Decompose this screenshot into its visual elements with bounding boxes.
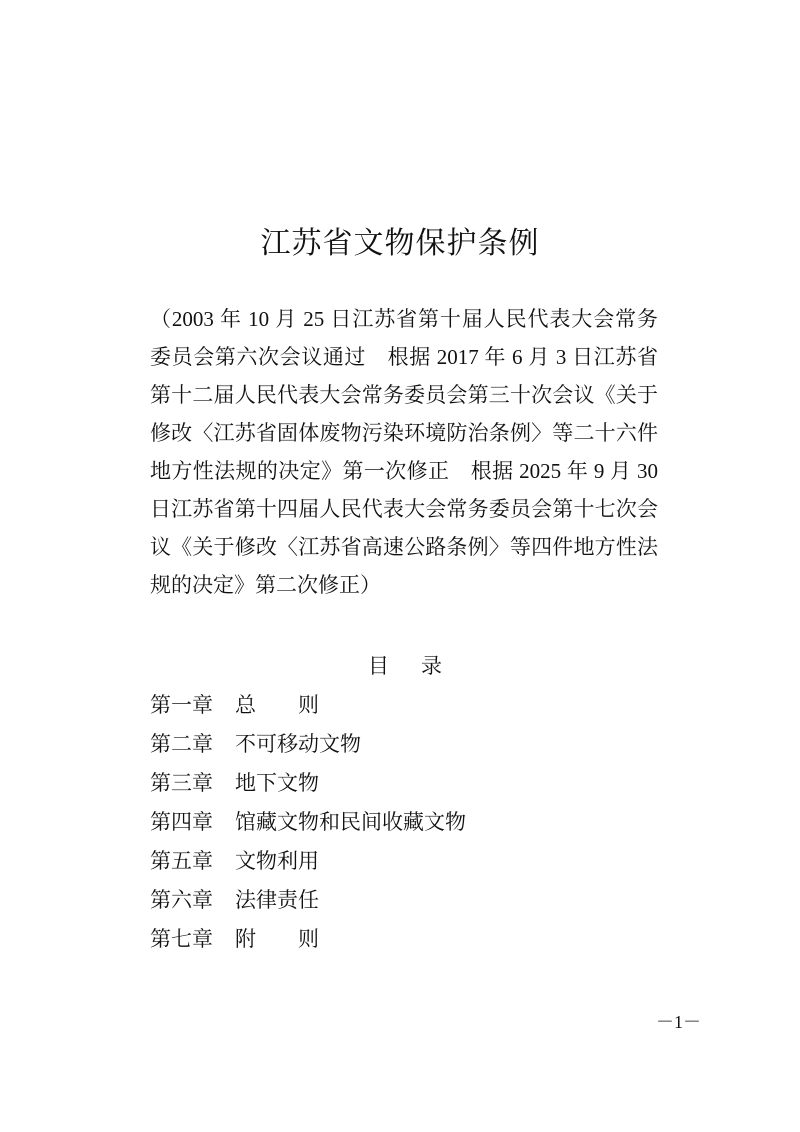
toc-chapter-number: 第一章 [150, 693, 213, 717]
toc-item [150, 842, 466, 881]
toc-item [150, 725, 466, 764]
preamble-line: 地方性法规的决定》第一次修正 根据 2025 年 9 月 30 [150, 459, 658, 483]
preamble-line: 修改〈江苏省固体废物污染环境防治条例〉等二十六件 [150, 421, 658, 445]
toc-item [150, 920, 466, 959]
toc-chapter-name: 地下文物 [235, 771, 319, 795]
preamble-line: 规的决定》第二次修正） [150, 573, 381, 597]
preamble [150, 300, 658, 604]
toc-chapter-number: 第三章 [150, 771, 213, 795]
toc-chapter-name: 馆藏文物和民间收藏文物 [235, 810, 466, 834]
toc-heading-char: 目 [368, 654, 389, 678]
toc-chapter-number: 第七章 [150, 927, 213, 951]
toc-item [150, 881, 466, 920]
preamble-line: （2003 年 10 月 25 日江苏省第十届人民代表大会常务 [150, 307, 658, 331]
preamble-line: 第十二届人民代表大会常务委员会第三十次会议《关于 [150, 383, 658, 407]
toc-chapter-name: 不可移动文物 [235, 732, 361, 756]
toc-heading [0, 650, 800, 680]
toc-chapter-name: 总 则 [235, 693, 319, 717]
toc-chapter-name: 文物利用 [235, 849, 319, 873]
toc-chapter-number: 第四章 [150, 810, 213, 834]
page-number: －1－ [656, 1012, 701, 1032]
toc-item [150, 803, 466, 842]
toc-item [150, 686, 466, 725]
toc-heading-char: 录 [421, 654, 442, 678]
toc-item [150, 764, 466, 803]
preamble-line: 委员会第六次会议通过 根据 2017 年 6 月 3 日江苏省 [150, 345, 658, 369]
document-title: 江苏省文物保护条例 [260, 226, 540, 261]
toc-chapter-name: 附 则 [235, 927, 319, 951]
toc-chapter-number: 第二章 [150, 732, 213, 756]
preamble-line: 议《关于修改〈江苏省高速公路条例〉等四件地方性法 [150, 535, 658, 559]
preamble-line: 日江苏省第十四届人民代表大会常务委员会第十七次会 [150, 497, 658, 521]
toc-chapter-name: 法律责任 [235, 888, 319, 912]
toc-chapter-number: 第六章 [150, 888, 213, 912]
toc-chapter-number: 第五章 [150, 849, 213, 873]
table-of-contents [150, 686, 466, 959]
